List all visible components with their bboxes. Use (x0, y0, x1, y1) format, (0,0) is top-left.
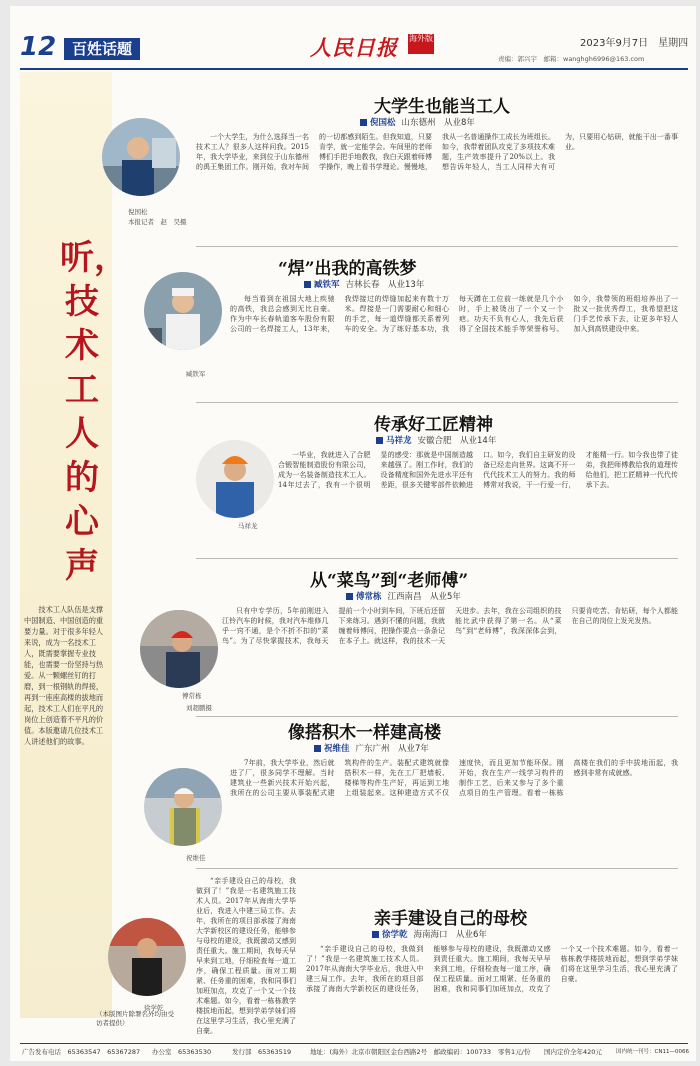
divider (196, 868, 678, 869)
article-body: “亲手建设自己的母校，我做到了！”我是一名建筑施工技术人员。2017年从海南大学毕业后，我进入中建三局工作。去年，我所在的项目部承接了海南大学新校区的建设任务，能够参与母校的建设，我既激动又感到责任重大。施工期间，我每天早早来到工地，仔细检查每一道工序，确保工程质量。面对工期紧、任务重的困难，我和同事们加班加点，攻克了一个又一个技术难题。如今，看着一栋栋教学楼拔地而起，想到学弟学妹们将在这里学习生活，我心里充满了自豪。 (306, 945, 678, 993)
issue-date: 2023年9月7日 星期四 (580, 38, 689, 49)
article-body: 一个大学生，为什么选择当一名技术工人？很多人这样问我。2015年，我大学毕业，来到位于山东德州的禹王集团工作。刚开始，我对车间的一切都感到陌生。但我知道，只要肯学，就一定能学会。车间里的老师傅们手把手地教我，我白天跟着师傅学操作，晚上看书学理论。慢慢地，我从一名普通操作工成长为班组长。如今，我带着团队攻克了多项技术难题，生产效率提升了20%以上。我想告诉年轻人，当工人同样大有可为，只要用心钻研，就能干出一番事业。 (196, 133, 678, 171)
section-banner: 百姓话题 (64, 38, 140, 60)
article-body: 只有中专学历，5年前刚进入江铃汽车的时候，我对汽车维修几乎一窍不通，是个不折不扣的“菜鸟”。为了尽快掌握技术，我每天提前一个小时到车间，下班后还留下来练习。遇到不懂的问题，我就缠着师傅问，把操作要点一条条记在本子上。就这样，我的技术一天天进步。去年，我在公司组织的技能比武中获得了第一名。从“菜鸟”到“老师傅”，我深深体会到，只要肯吃苦、肯钻研，每个人都能在自己的岗位上发光发热。 (222, 607, 678, 645)
portrait-photo (144, 272, 222, 350)
photo-credit: 刘超鹏摄 (186, 704, 212, 712)
article-title: “焊”出我的高铁梦 (278, 259, 417, 279)
footer-ad-phone: 广告发布电话 65363547 65367287 (22, 1048, 141, 1056)
photo-caption: 傅常栋 (182, 692, 202, 700)
bullet-square-icon (304, 281, 311, 288)
divider (196, 716, 678, 717)
sidebar-intro: 技术工人队伍是支撑中国制造、中国创造的重要力量。对于很多年轻人来说，成为一名技术工人，既需要掌握专业技能，也需要一份坚持与热爱。从一颗螺丝钉的打磨，到一根钢轨的焊接，再到一座座高楼的拔地而起，技术工人们在平凡的岗位上创造着不平凡的价值。本版邀请几位技术工人讲述他们的故事。 (24, 605, 104, 746)
photo-caption: 徐学乾 (144, 1004, 164, 1012)
masthead (10, 6, 696, 70)
photo-caption: 倪国松 (128, 208, 148, 216)
author-name: 臧铁军 (314, 280, 340, 290)
footer-publication-no: 国内统一刊号：CN11—0066 (616, 1049, 689, 1055)
article-byline (360, 116, 475, 128)
article-title: 大学生也能当工人 (374, 97, 510, 117)
footer-office-phone: 办公室 65363530 (152, 1048, 212, 1056)
photo-caption: 马祥龙 (238, 522, 258, 530)
photo-caption: 臧铁军 (186, 370, 206, 378)
masthead-rule (20, 68, 688, 70)
editor-line: 责编：郭兴宇 邮箱：wanghgh6996@163.com (498, 55, 645, 63)
author-name: 傅常栋 (356, 592, 382, 602)
author-name: 徐学乾 (382, 930, 408, 940)
author-name: 马祥龙 (386, 436, 412, 446)
article-byline (346, 590, 461, 602)
author-info: 江西南昌 从业5年 (387, 592, 461, 602)
article-body: 每当看到在祖国大地上疾驰的高铁，我总会感到无比自豪。作为中车长春轨道客车股份有限公司的一名焊接工人，13年来，我焊接过的焊缝加起来有数十万米。焊接是一门需要耐心和细心的手艺，每一道焊缝都关系着列车的安全。为了练好基本功，我每天蹲在工位前一练就是几个小时，手上被烫出了一个又一个疤。功夫不负有心人，我先后获得了全国技术能手等荣誉称号。如今，我带领的班组培养出了一批又一批优秀焊工，我希望把这门手艺传承下去，让更多年轻人加入到高铁建设中来。 (230, 295, 678, 333)
bullet-square-icon (346, 593, 353, 600)
author-name: 祝维佳 (324, 744, 350, 754)
author-info: 广东广州 从业7年 (355, 744, 429, 754)
author-info: 安徽合肥 从业14年 (417, 436, 497, 446)
page-number: 12 (20, 32, 57, 62)
article-body: 7年前，我大学毕业，然后就进了厂，很多同学不理解。当时建筑业一些新兴技术开始兴起，我所在的公司主要从事装配式建筑构件的生产。装配式建筑就像搭积木一样，先在工厂把墙板、楼梯等构件生产好，再运到工地上组装起来。这种建造方式不仅速度快，而且更加节能环保。刚开始，我在生产一线学习构件的制作工艺，后来又参与了多个重点项目的生产管理。看着一栋栋高楼在我们的手中拔地而起，我感到非常有成就感。 (230, 759, 678, 797)
newspaper-page (10, 6, 696, 1061)
article-body: 一毕业，我就进入了合肥合锻智能制造股份有限公司，成为一名装备制造技术工人。14年过去了，我有一个很明显的感受：那就是中国制造越来越强了。刚工作时，我们的设备精度和国外先进水平还有差距，很多关键零部件依赖进口。如今，我们自主研发的设备已经走向世界。这离不开一代代技术工人的努力。我的师傅常对我说，干一行爱一行，才能精一行。如今我也带了徒弟，我把师傅教给我的道理传给他们，把工匠精神一代代传承下去。 (278, 451, 678, 489)
author-info: 吉林长春 从业13年 (345, 280, 425, 290)
footer-distribution: 发行部 65363519 (232, 1048, 292, 1056)
bullet-square-icon (360, 119, 367, 126)
portrait-photo (140, 610, 218, 688)
newspaper-logo: 人民日报 (310, 35, 398, 60)
article-title: 从“菜鸟”到“老师傅” (310, 571, 469, 591)
photo-credit: 本报记者 赵 昊摄 (128, 218, 187, 226)
article-byline (372, 928, 487, 940)
bullet-square-icon (376, 437, 383, 444)
article-title: 像搭积木一样建高楼 (288, 723, 441, 743)
bullet-square-icon (314, 745, 321, 752)
divider (196, 402, 678, 403)
page-title: 听，技术工人的心声 (60, 238, 128, 586)
divider (196, 558, 678, 559)
photo-caption: 祝维佳 (186, 854, 206, 862)
footer-subscription: 国内定价全年420元 (544, 1048, 602, 1056)
divider (196, 246, 678, 247)
article-byline (314, 742, 429, 754)
portrait-photo (102, 118, 180, 196)
footer-price: 零售1元/份 (498, 1048, 531, 1056)
photo-note: （本版图片除署名外均由受访者提供） (96, 1010, 174, 1027)
article-body-lead: “亲手建设自己的母校，我做到了！”我是一名建筑施工技术人员。2017年从海南大学毕业后，我进入中建三局工作。去年，我所在的项目部承接了海南大学新校区的建设任务，能够参与母校的建设，我既激动又感到责任重大。施工期间，我每天早早来到工地，仔细检查每一道工序，确保工程质量。面对工期紧、任务重的困难，我和同事们加班加点，攻克了一个又一个技术难题。如今，看着一栋栋教学楼拔地而起，想到学弟学妹们将在这里学习生活，我心里充满了自豪。 (196, 877, 296, 1035)
footer-address: 地址：(海外）北京市朝阳区金台西路2号 邮政编码：100733 (310, 1048, 491, 1056)
article-byline (376, 434, 496, 446)
author-info: 海南海口 从业6年 (413, 930, 487, 940)
author-info: 山东德州 从业8年 (401, 118, 475, 128)
edition-tag: 海外版 (408, 34, 434, 54)
portrait-photo (108, 918, 186, 996)
footer-bar (20, 1043, 688, 1058)
bullet-square-icon (372, 931, 379, 938)
article-byline (304, 278, 424, 290)
author-name: 倪国松 (370, 118, 396, 128)
article-title: 传承好工匠精神 (374, 415, 493, 435)
portrait-photo (144, 768, 222, 846)
portrait-photo (196, 440, 274, 518)
article-title: 亲手建设自己的母校 (374, 909, 527, 929)
